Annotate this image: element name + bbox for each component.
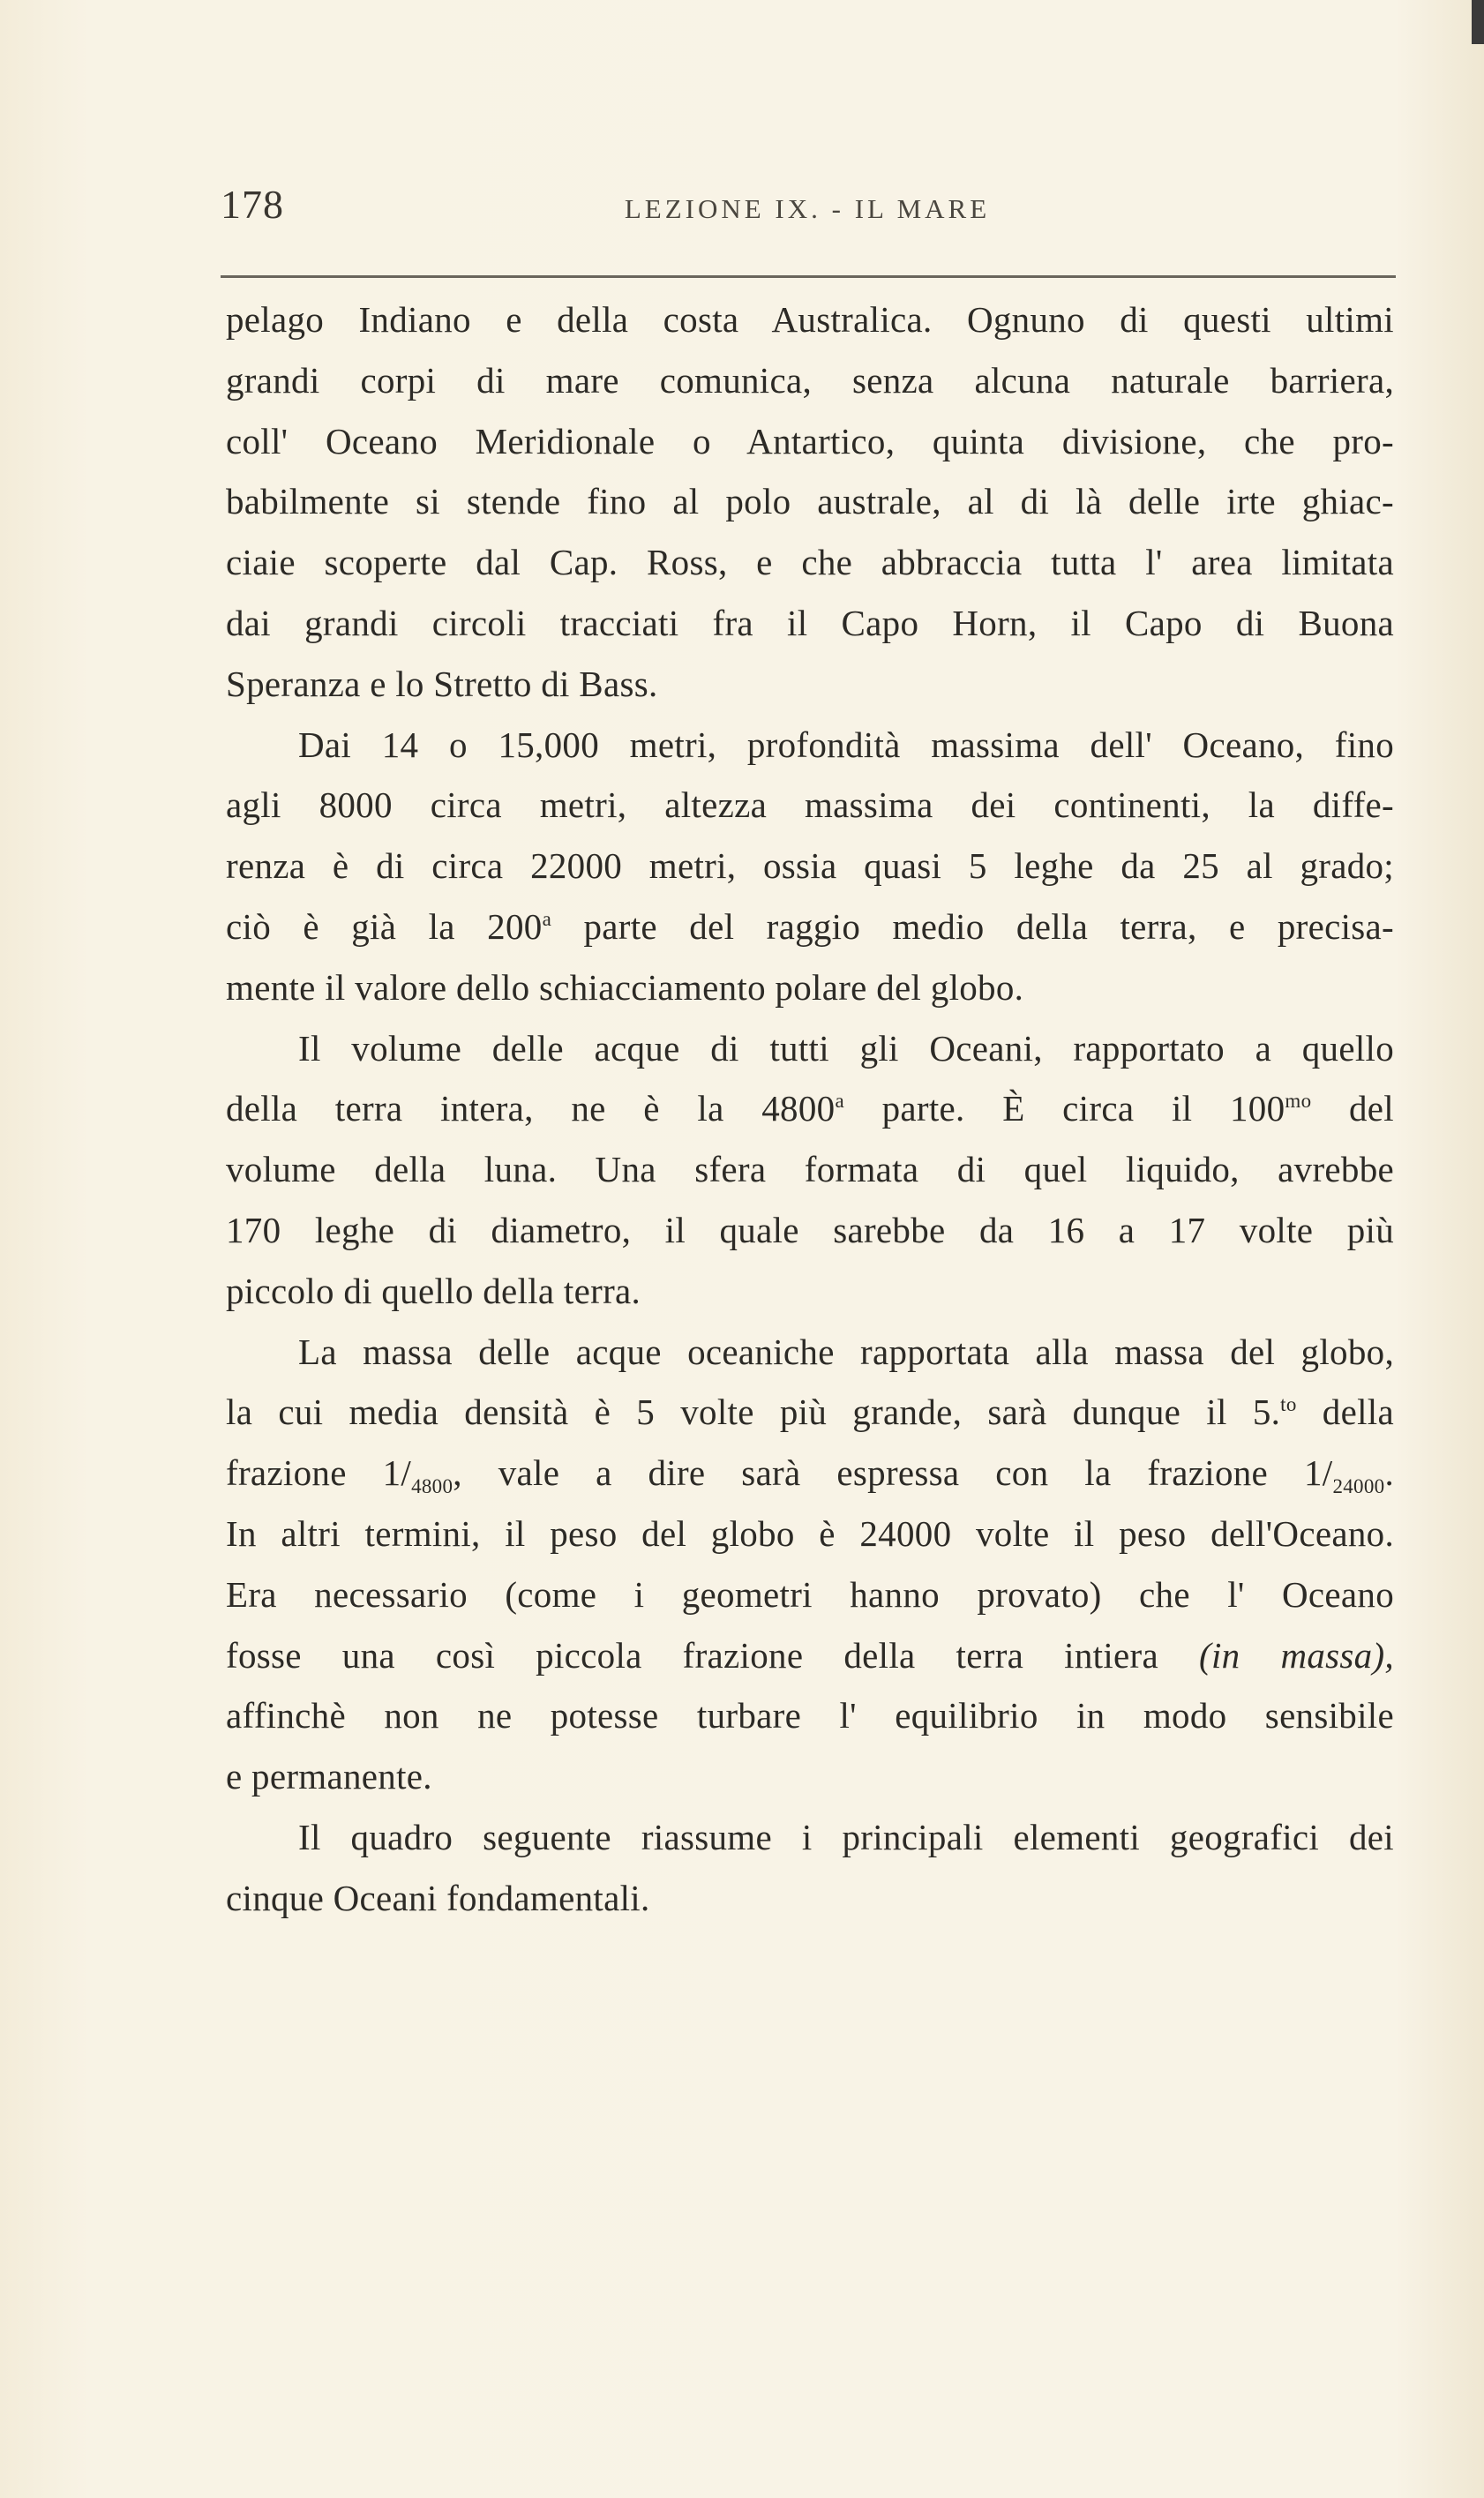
body-text [226,289,1394,1929]
text-segment: fosse una così piccola frazione della terra intiera [226,1634,1199,1676]
header-rule [221,275,1396,278]
text-line: In altri termini, il peso del globo è 24000 volte il peso dell'Oceano. [226,1512,1394,1554]
superscript: to [1280,1393,1297,1416]
paragraph-3 [226,1018,1394,1322]
text-line: grandi corpi di mare comunica, senza alcuna naturale barriera, [226,359,1394,401]
paragraph-5 [226,1807,1394,1929]
text-segment: parte. È circa il 100 [843,1088,1285,1129]
text-line: cinque Oceani fondamentali. [226,1877,650,1918]
text-line: pelago Indiano e della costa Australica. Ognuno di questi ultimi [226,299,1394,340]
text-segment: del [1311,1088,1394,1129]
text-segment: ciò è già la 200 [226,905,543,947]
text-segment: della terra intera, ne è la 4800 [226,1088,836,1129]
italic-text: (in massa), [1199,1634,1394,1676]
text-line: affinchè non ne potesse turbare l' equilibrio in modo sensibile [226,1695,1394,1737]
text-line: babilmente si stende fino al polo australe, al di là delle irte ghiac- [226,481,1394,522]
text-segment: parte del raggio medio della terra, e precisa- [551,905,1394,947]
text-line: coll' Oceano Meridionale o Antartico, quinta divisione, che pro- [226,420,1394,461]
text-line: volume della luna. Una sfera formata di quel liquido, avrebbe [226,1149,1394,1190]
superscript: a [835,1090,844,1113]
text-line [226,1443,1394,1504]
text-line: dai grandi circoli tracciati fra il Capo Horn, il Capo di Buona [226,602,1394,643]
text-line [226,1382,1394,1443]
subscript: 24000 [1332,1475,1385,1498]
text-segment: . [1384,1452,1394,1494]
text-line: renza è di circa 22000 metri, ossia quasi 5 leghe da 25 al grado; [226,845,1394,887]
text-line: Il quadro seguente riassume i principali elementi geografici dei [298,1816,1394,1857]
text-line: mente il valore dello schiacciamento polare del globo. [226,966,1024,1008]
superscript: a [542,907,552,930]
text-line: La massa delle acque oceaniche rapportata alla massa del globo, [298,1331,1394,1372]
text-segment: , vale a dire sarà espressa con la frazione 1/ [453,1452,1333,1494]
text-line: 170 leghe di diametro, il quale sarebbe da 16 a 17 volte più [226,1209,1394,1250]
text-line: e permanente. [226,1756,432,1797]
text-line [226,1078,1394,1139]
text-line [226,896,1394,957]
subscript: 4800 [411,1475,453,1498]
page-header [221,181,1394,243]
text-line: Era necessario (come i geometri hanno provato) che l' Oceano [226,1573,1394,1615]
text-segment: della [1296,1392,1394,1433]
page-number: 178 [221,182,284,227]
page-edge-mark [1472,0,1484,44]
text-line: piccolo di quello della terra. [226,1270,641,1311]
paragraph-1 [226,289,1394,715]
superscript: mo [1285,1090,1312,1113]
text-line: Il volume delle acque di tutti gli Oceani, rapportato a quello [298,1027,1394,1069]
paragraph-2 [226,715,1394,1018]
running-title: LEZIONE IX. - IL MARE [624,193,991,224]
text-line [226,1625,1394,1686]
text-segment: la cui media densità è 5 volte più grande, sarà dunque il 5. [226,1392,1281,1433]
text-line: agli 8000 circa metri, altezza massima dei continenti, la diffe- [226,784,1394,826]
text-line: Speranza e lo Stretto di Bass. [226,663,658,704]
text-line: ciaie scoperte dal Cap. Ross, e che abbraccia tutta l' area limitata [226,542,1394,583]
text-line: Dai 14 o 15,000 metri, profondità massima dell' Oceano, fino [298,724,1394,765]
text-segment: frazione 1/ [226,1452,412,1494]
paragraph-4 [226,1322,1394,1807]
